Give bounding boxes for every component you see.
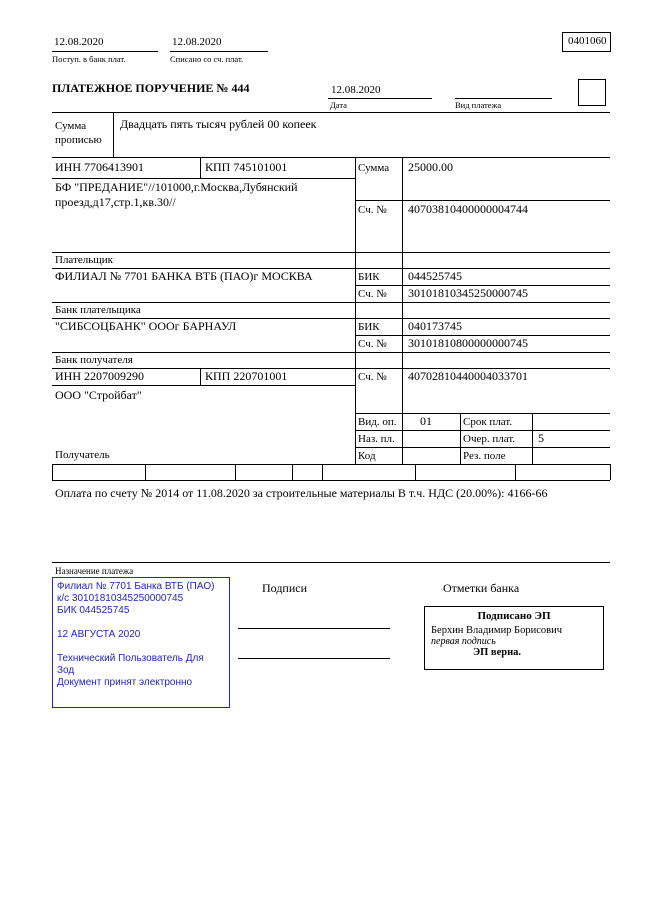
payer-kpp: КПП 745101001 bbox=[205, 160, 288, 174]
table-border-line bbox=[322, 464, 323, 480]
table-border-line bbox=[52, 302, 610, 303]
table-border-line bbox=[355, 447, 610, 448]
payee-bank-label: Банк получателя bbox=[55, 354, 133, 366]
table-border-line bbox=[52, 252, 610, 253]
vid-op-label: Вид. оп. bbox=[358, 416, 397, 428]
payee-account-value: 40702810440004033701 bbox=[408, 369, 528, 383]
payer-account-value: 40703810400000004744 bbox=[408, 202, 528, 216]
amount-words-label: прописью bbox=[55, 134, 102, 146]
payee-bank-name: "СИБСОЦБАНК" ОООг БАРНАУЛ bbox=[55, 319, 237, 333]
stamp-date: 12 АВГУСТА 2020 bbox=[57, 629, 141, 640]
table-border-line bbox=[145, 464, 146, 480]
payee-inn: ИНН 2207009290 bbox=[55, 369, 144, 383]
date-received-in-bank: 12.08.2020 bbox=[54, 36, 104, 48]
date-debited-label: Списано со сч. плат. bbox=[170, 54, 244, 64]
payee-bank-account-value: 30101810800000000745 bbox=[408, 336, 528, 350]
status-checkbox bbox=[578, 79, 606, 106]
sum-value: 25000.00 bbox=[408, 160, 453, 174]
amount-words-label: Сумма bbox=[55, 120, 87, 132]
rez-pole-label: Рез. поле bbox=[463, 450, 506, 462]
table-border-line bbox=[52, 178, 355, 179]
payee-bank-bik-label: БИК bbox=[358, 321, 380, 333]
table-border-line bbox=[52, 385, 355, 386]
table-border-line bbox=[610, 464, 611, 480]
table-border-line bbox=[52, 464, 53, 480]
table-border-line bbox=[200, 157, 201, 178]
table-border-line bbox=[355, 413, 610, 414]
table-border-line bbox=[113, 112, 114, 158]
kod-label: Код bbox=[358, 450, 376, 462]
date-received-label: Поступ. в банк плат. bbox=[52, 54, 126, 64]
signature-line bbox=[238, 628, 390, 629]
payee-bank-bik-value: 040173745 bbox=[408, 319, 462, 333]
table-border-line bbox=[355, 430, 610, 431]
table-border-line bbox=[200, 368, 201, 385]
payee-account-label: Сч. № bbox=[358, 371, 387, 383]
vid-op-value: 01 bbox=[420, 414, 432, 428]
document-date: 12.08.2020 bbox=[331, 84, 381, 96]
payer-inn: ИНН 7706413901 bbox=[55, 160, 144, 174]
payer-bank-bik-label: БИК bbox=[358, 271, 380, 283]
payer-account-label: Сч. № bbox=[358, 204, 387, 216]
payment-purpose-label: Назначение платежа bbox=[55, 566, 134, 576]
payer-name-line1: БФ "ПРЕДАНИЕ"//101000,г.Москва,Лубянский bbox=[55, 180, 298, 194]
table-border-line bbox=[460, 413, 461, 464]
signature-line bbox=[238, 658, 390, 659]
bank-marks-title: Отметки банка bbox=[443, 581, 520, 595]
document-title: ПЛАТЕЖНОЕ ПОРУЧЕНИЕ № 444 bbox=[52, 81, 250, 95]
table-border-line bbox=[532, 413, 533, 464]
stamp-spacer bbox=[57, 617, 225, 629]
payee-label: Получатель bbox=[55, 449, 110, 461]
stamp-bik: БИК 044525745 bbox=[57, 605, 130, 616]
esign-subtitle: первая подпись bbox=[431, 636, 496, 647]
payer-bank-name: ФИЛИАЛ № 7701 БАНКА ВТБ (ПАО)г МОСКВА bbox=[55, 269, 313, 283]
payer-bank-label: Банк плательщика bbox=[55, 304, 141, 316]
esign-verified: ЭП верна. bbox=[473, 647, 522, 658]
table-border-line bbox=[515, 464, 516, 480]
payer-label: Плательщик bbox=[55, 254, 113, 266]
table-border-line bbox=[402, 157, 403, 464]
underline bbox=[170, 51, 268, 52]
purpose-underline bbox=[52, 562, 610, 563]
form-code: 0401060 bbox=[568, 35, 607, 47]
form-code-box bbox=[562, 32, 611, 52]
payer-bank-bik-value: 044525745 bbox=[408, 269, 462, 283]
amount-in-words: Двадцать пять тысяч рублей 00 копеек bbox=[120, 117, 317, 131]
date-debited: 12.08.2020 bbox=[172, 36, 222, 48]
esign-title: Подписано ЭП bbox=[477, 610, 551, 622]
stamp-user-line2: Зод bbox=[57, 665, 75, 676]
esign-signer-name: Берхин Владимир Борисович bbox=[431, 625, 562, 636]
table-border-line bbox=[355, 200, 610, 201]
payment-type-label: Вид платежа bbox=[455, 100, 502, 110]
payee-bank-account-label: Сч. № bbox=[358, 338, 387, 350]
signatures-title: Подписи bbox=[262, 581, 308, 595]
stamp-bank-name: Филиал № 7701 Банка ВТБ (ПАО) bbox=[57, 581, 215, 592]
table-border-line bbox=[355, 157, 356, 464]
payee-kpp: КПП 220701001 bbox=[205, 369, 288, 383]
underline bbox=[455, 98, 552, 99]
table-border-line bbox=[52, 464, 610, 465]
stamp-user-line1: Технический Пользователь Для bbox=[57, 653, 204, 664]
ocher-plat-label: Очер. плат. bbox=[463, 433, 516, 445]
underline bbox=[328, 98, 432, 99]
table-border-line bbox=[52, 157, 610, 158]
table-border-line bbox=[415, 464, 416, 480]
table-border-line bbox=[52, 480, 610, 481]
table-border-line bbox=[52, 112, 610, 113]
payment-purpose-text: Оплата по счету № 2014 от 11.08.2020 за строительные материалы В т.ч. НДС (20.00%): 4166-66 bbox=[55, 486, 548, 500]
payee-name: ООО "Стройбат" bbox=[55, 388, 142, 402]
sum-label: Сумма bbox=[358, 162, 390, 174]
table-border-line bbox=[52, 352, 610, 353]
stamp-corr-account: к/с 30101810345250000745 bbox=[57, 593, 184, 604]
payer-bank-account-label: Сч. № bbox=[358, 288, 387, 300]
stamp-spacer bbox=[57, 641, 225, 653]
ocher-plat-value: 5 bbox=[538, 431, 544, 445]
date-label: Дата bbox=[330, 100, 347, 110]
bank-electronic-stamp bbox=[52, 577, 230, 708]
stamp-accepted-note: Документ принят электронно bbox=[57, 677, 193, 688]
underline bbox=[52, 51, 158, 52]
srok-plat-label: Срок плат. bbox=[463, 416, 513, 428]
table-border-line bbox=[235, 464, 236, 480]
payer-bank-account-value: 30101810345250000745 bbox=[408, 286, 528, 300]
electronic-signature-stamp bbox=[424, 606, 604, 670]
naz-pl-label: Наз. пл. bbox=[358, 433, 395, 445]
table-border-line bbox=[292, 464, 293, 480]
payer-name-line2: проезд,д17,стр.1,кв.30// bbox=[55, 195, 176, 209]
